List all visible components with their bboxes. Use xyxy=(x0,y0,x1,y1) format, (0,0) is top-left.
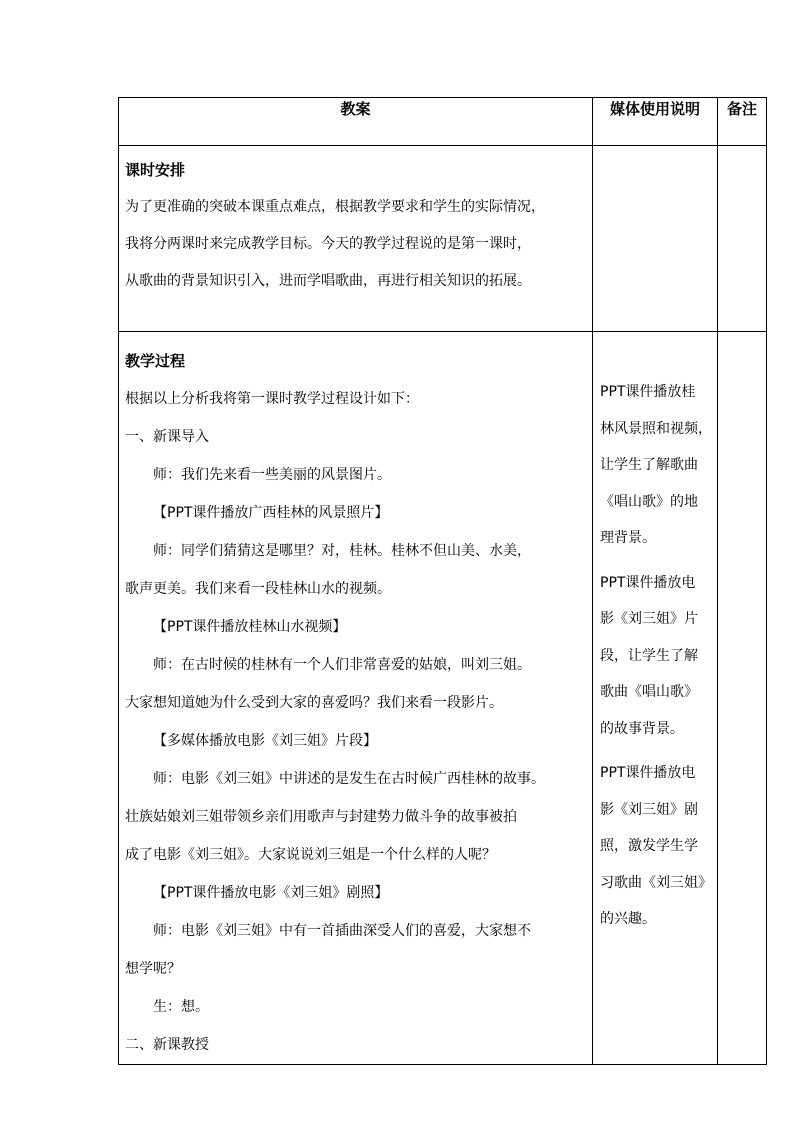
schedule-line: 从歌曲的背景知识引入，进而学唱歌曲，再进行相关知识的拓展。 xyxy=(125,273,531,289)
header-media-notes: 媒体使用说明 xyxy=(593,98,718,146)
process-line: 师：在古时候的桂林有一个人们非常喜爱的姑娘，叫刘三姐。 xyxy=(153,657,531,673)
schedule-media-cell xyxy=(593,146,718,332)
process-line: 一、新课导入 xyxy=(125,429,209,445)
process-line: 生：想。 xyxy=(153,999,209,1015)
process-line: 【多媒体播放电影《刘三姐》片段】 xyxy=(153,733,377,749)
schedule-cell xyxy=(119,146,593,332)
process-line: 师：我们先来看一些美丽的风景图片。 xyxy=(153,467,391,483)
process-line: 【PPT课件播放电影《刘三姐》剧照】 xyxy=(153,885,389,901)
process-line: 想学呢？ xyxy=(125,961,181,977)
schedule-remarks-cell xyxy=(718,146,767,332)
media-note-line: 段，让学生了解 xyxy=(600,647,698,664)
process-cell xyxy=(119,332,593,1065)
process-line: 【PPT课件播放桂林山水视频】 xyxy=(153,619,347,635)
media-note-line: PPT课件播放电 xyxy=(600,574,696,591)
media-note-line: 让学生了解歌曲 xyxy=(600,457,698,473)
media-note-line: 照，激发学生学 xyxy=(600,838,698,854)
process-line: 根据以上分析我将第一课时教学过程设计如下： xyxy=(125,391,419,407)
process-line: 二、新课教授 xyxy=(125,1037,209,1053)
process-remarks-cell xyxy=(718,332,767,1065)
media-note-line: 的兴趣。 xyxy=(600,911,656,927)
media-note-line: 林风景照和视频， xyxy=(600,420,712,437)
process-line: 师：电影《刘三姐》中有一首插曲深受人们的喜爱，大家想不 xyxy=(153,923,531,939)
process-line: 【PPT课件播放广西桂林的风景照片】 xyxy=(153,505,389,521)
media-note-line: 习歌曲《刘三姐》 xyxy=(600,874,712,891)
table-header-row xyxy=(119,98,767,146)
media-note-line: 的故事背景。 xyxy=(600,720,684,737)
header-lesson-plan: 教案 xyxy=(119,98,593,146)
process-line: 壮族姑娘刘三姐带领乡亲们用歌声与封建势力做斗争的故事被拍 xyxy=(125,809,517,825)
media-note-line: PPT课件播放电 xyxy=(600,765,696,781)
process-line: 师：同学们猜猜这是哪里？对，桂林。桂林不但山美、水美， xyxy=(153,543,531,559)
process-heading: 教学过程 xyxy=(125,352,186,370)
media-note-line: 歌曲《唱山歌》 xyxy=(600,684,698,700)
process-media-cell xyxy=(593,332,718,1065)
schedule-heading: 课时安排 xyxy=(125,161,186,179)
schedule-row xyxy=(119,146,767,332)
process-row xyxy=(119,332,767,1065)
media-note-line: 理背景。 xyxy=(600,530,656,546)
header-remarks: 备注 xyxy=(718,98,767,146)
process-line: 歌声更美。我们来看一段桂林山水的视频。 xyxy=(125,581,391,597)
media-note-line: PPT课件播放桂 xyxy=(600,384,696,400)
schedule-line: 为了更准确的突破本课重点难点，根据教学要求和学生的实际情况， xyxy=(125,199,545,215)
process-line: 大家想知道她为什么受到大家的喜爱吗？我们来看一段影片。 xyxy=(125,695,503,711)
schedule-line: 我将分两课时来完成教学目标。今天的教学过程说的是第一课时， xyxy=(125,236,531,252)
process-line: 师：电影《刘三姐》中讲述的是发生在古时候广西桂林的故事。 xyxy=(153,771,545,787)
media-note-line: 影《刘三姐》剧 xyxy=(600,801,698,818)
media-note-line: 《唱山歌》的地 xyxy=(600,493,698,510)
media-note-line: 影《刘三姐》片 xyxy=(600,611,698,627)
lesson-plan-table xyxy=(118,97,767,1065)
process-line: 成了电影《刘三姐》。大家说说刘三姐是一个什么样的人呢？ xyxy=(125,847,496,863)
